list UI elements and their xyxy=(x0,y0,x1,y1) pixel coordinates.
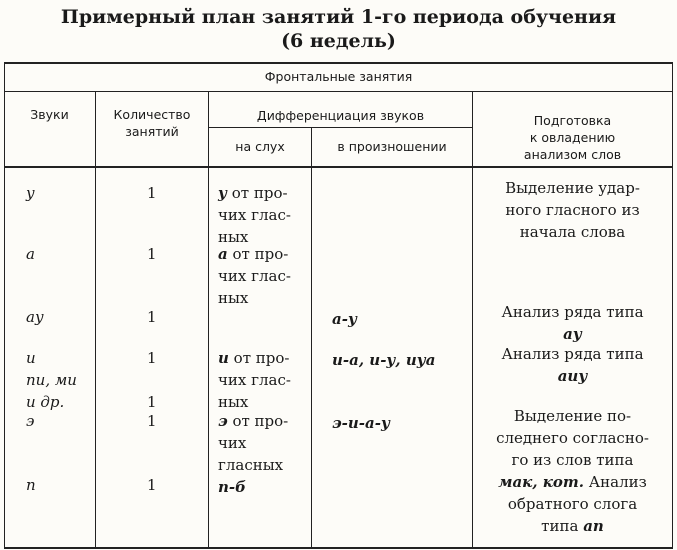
sound-a: а xyxy=(26,245,35,263)
hearing-i: и от про- чих глас- ных xyxy=(218,349,291,411)
count-pi-mi: 1 xyxy=(147,393,157,411)
prep-au: Анализ ряда типа ау xyxy=(501,303,644,343)
count-u: 1 xyxy=(147,184,157,202)
hearing-e: э от про- чих гласных п-б xyxy=(218,412,289,496)
table-bottom-border xyxy=(4,547,673,549)
count-au: 1 xyxy=(147,308,157,326)
prep-u: Выделение удар- ного гласного из начала слова xyxy=(505,179,640,241)
sound-au: ау xyxy=(26,308,44,326)
header-body-divider xyxy=(4,166,673,168)
group-header-divider xyxy=(4,91,673,92)
header-frontal-lessons: Фронтальные занятия xyxy=(264,69,413,84)
header-by-hearing: на слух xyxy=(235,139,285,154)
count-i: 1 xyxy=(147,349,157,367)
col-divider-1 xyxy=(95,92,96,549)
header-sounds: Звуки xyxy=(30,107,69,122)
count-e: 1 xyxy=(147,412,157,430)
page-subtitle: (6 недель) xyxy=(281,30,396,52)
header-in-pronunciation: в произношении xyxy=(337,139,447,154)
hearing-a: а от про- чих глас- ных xyxy=(218,245,291,307)
sound-i: и xyxy=(26,349,36,367)
header-sound-differentiation: Дифференциация звуков xyxy=(256,108,425,123)
page-title: Примерный план занятий 1-го периода обучения xyxy=(60,6,617,28)
pron-e: э-и-а-у xyxy=(332,414,390,432)
pron-i: и-а, и-у, иуа xyxy=(332,351,436,369)
table-left-border xyxy=(4,62,5,549)
header-analysis-prep: Подготовка к овладению анализом слов xyxy=(523,113,622,162)
count-p: 1 xyxy=(147,476,157,494)
count-a: 1 xyxy=(147,245,157,263)
diff-subheader-divider xyxy=(208,127,472,128)
prep-e: Выделение по- следнего согласно- го из слов типа мак, кот. Анализ обратного слога типа ап xyxy=(496,407,649,535)
prep-i: Анализ ряда типа аиу xyxy=(501,345,644,385)
hearing-u: у от про- чих глас- ных xyxy=(218,184,291,246)
col-divider-3 xyxy=(311,128,312,549)
table-right-border xyxy=(672,62,673,549)
sound-u: у xyxy=(26,184,35,202)
col-divider-2 xyxy=(208,92,209,549)
header-lesson-count: Количество занятий xyxy=(113,107,191,139)
table-top-border xyxy=(4,62,673,64)
pron-au: а-у xyxy=(332,310,357,328)
sound-pi-mi: пи, ми и др. xyxy=(26,371,77,411)
sound-p: п xyxy=(26,476,36,494)
sound-e: э xyxy=(26,412,35,430)
